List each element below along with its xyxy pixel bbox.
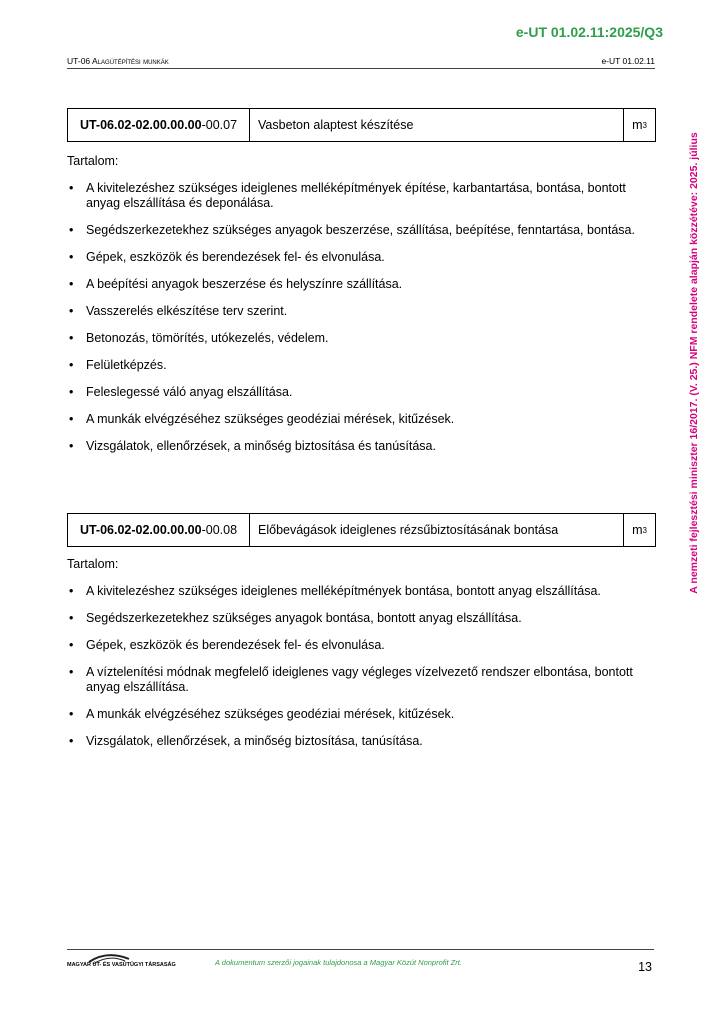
item-code	[68, 514, 250, 546]
document-code: e-UT 01.02.11:2025/Q3	[515, 24, 663, 40]
list-item: • Gépek, eszközök és berendezések fel- és elvonulása.	[67, 250, 657, 265]
list-item: • Feleslegessé váló anyag elszállítása.	[67, 385, 657, 400]
list-item: • Segédszerkezetekhez szükséges anyagok bontása, bontott anyag elszállítása.	[67, 611, 657, 626]
list-item: • Gépek, eszközök és berendezések fel- és elvonulása.	[67, 638, 657, 653]
item-code-suffix: -00.07	[201, 118, 238, 132]
item-header-table-1	[67, 108, 656, 142]
item-code-bold: UT-06.02-02.00.00.00	[79, 118, 202, 132]
unit-base: m	[632, 118, 643, 132]
content-label: Tartalom:	[67, 557, 119, 571]
side-note-text: A nemzeti fejlesztési miniszter 16/2017. (V. 25.) NFM rendelete alapján közzétéve: 2025. július	[688, 132, 700, 594]
running-header	[67, 56, 655, 69]
item-title: Vasbeton alaptest készítése	[250, 109, 624, 141]
header-doc-ref: e-UT 01.02.11	[601, 56, 655, 66]
list-item: • Vizsgálatok, ellenőrzések, a minőség biztosítása, tanúsítása.	[67, 734, 657, 749]
item-code-suffix: -00.08	[201, 523, 238, 537]
company-logo-icon	[67, 950, 162, 972]
list-item: • A kivitelezéshez szükséges ideiglenes melléképítmények bontása, bontott anyag elszállítása.	[67, 584, 657, 599]
item-code-bold: UT-06.02-02.00.00.00	[79, 523, 202, 537]
unit-exponent: 3	[642, 525, 647, 535]
list-item: • Felületképzés.	[67, 358, 657, 373]
list-item: • Vasszerelés elkészítése terv szerint.	[67, 304, 657, 319]
list-item: • A víztelenítési módnak megfelelő ideiglenes vagy végleges vízelvezető rendszer elbontása, bontott anyag elszállítása.	[67, 665, 657, 695]
unit-exponent: 3	[642, 120, 647, 130]
list-item: • A kivitelezéshez szükséges ideiglenes melléképítmények építése, karbantartása, bontása, bontott anyag elszállítása és deponálása.	[67, 181, 657, 211]
header-chapter: UT-06 Alagútépítési munkák	[67, 56, 169, 66]
list-item: • A munkák elvégzéséhez szükséges geodéziai mérések, kitűzések.	[67, 707, 657, 722]
list-item: • Vizsgálatok, ellenőrzések, a minőség biztosítása és tanúsítása.	[67, 439, 657, 454]
side-publication-note	[685, 98, 703, 628]
list-item: • A munkák elvégzéséhez szükséges geodéziai mérések, kitűzések.	[67, 412, 657, 427]
content-label: Tartalom:	[67, 154, 119, 168]
unit-base: m	[632, 523, 643, 537]
list-item: • Betonozás, tömörítés, utókezelés, védelem.	[67, 331, 657, 346]
page-number: 13	[638, 960, 652, 974]
list-item: • A beépítési anyagok beszerzése és helyszínre szállítása.	[67, 277, 657, 292]
item-unit	[624, 109, 655, 141]
content-list-1	[67, 181, 657, 466]
copyright-notice: A dokumentum szerzői jogainak tulajdonosa a Magyar Közút Nonprofit Zrt.	[215, 958, 462, 967]
content-list-2	[67, 584, 657, 761]
item-header-table-2	[67, 513, 656, 547]
logo-text: MAGYAR ÚT- ÉS VASÚTÜGYI TÁRSASÁG	[67, 962, 176, 968]
list-item: • Segédszerkezetekhez szükséges anyagok beszerzése, szállítása, beépítése, fenntartása, bontása.	[67, 223, 657, 238]
item-code	[68, 109, 250, 141]
item-title: Előbevágások ideiglenes rézsűbiztosításának bontása	[250, 514, 624, 546]
item-unit	[624, 514, 655, 546]
